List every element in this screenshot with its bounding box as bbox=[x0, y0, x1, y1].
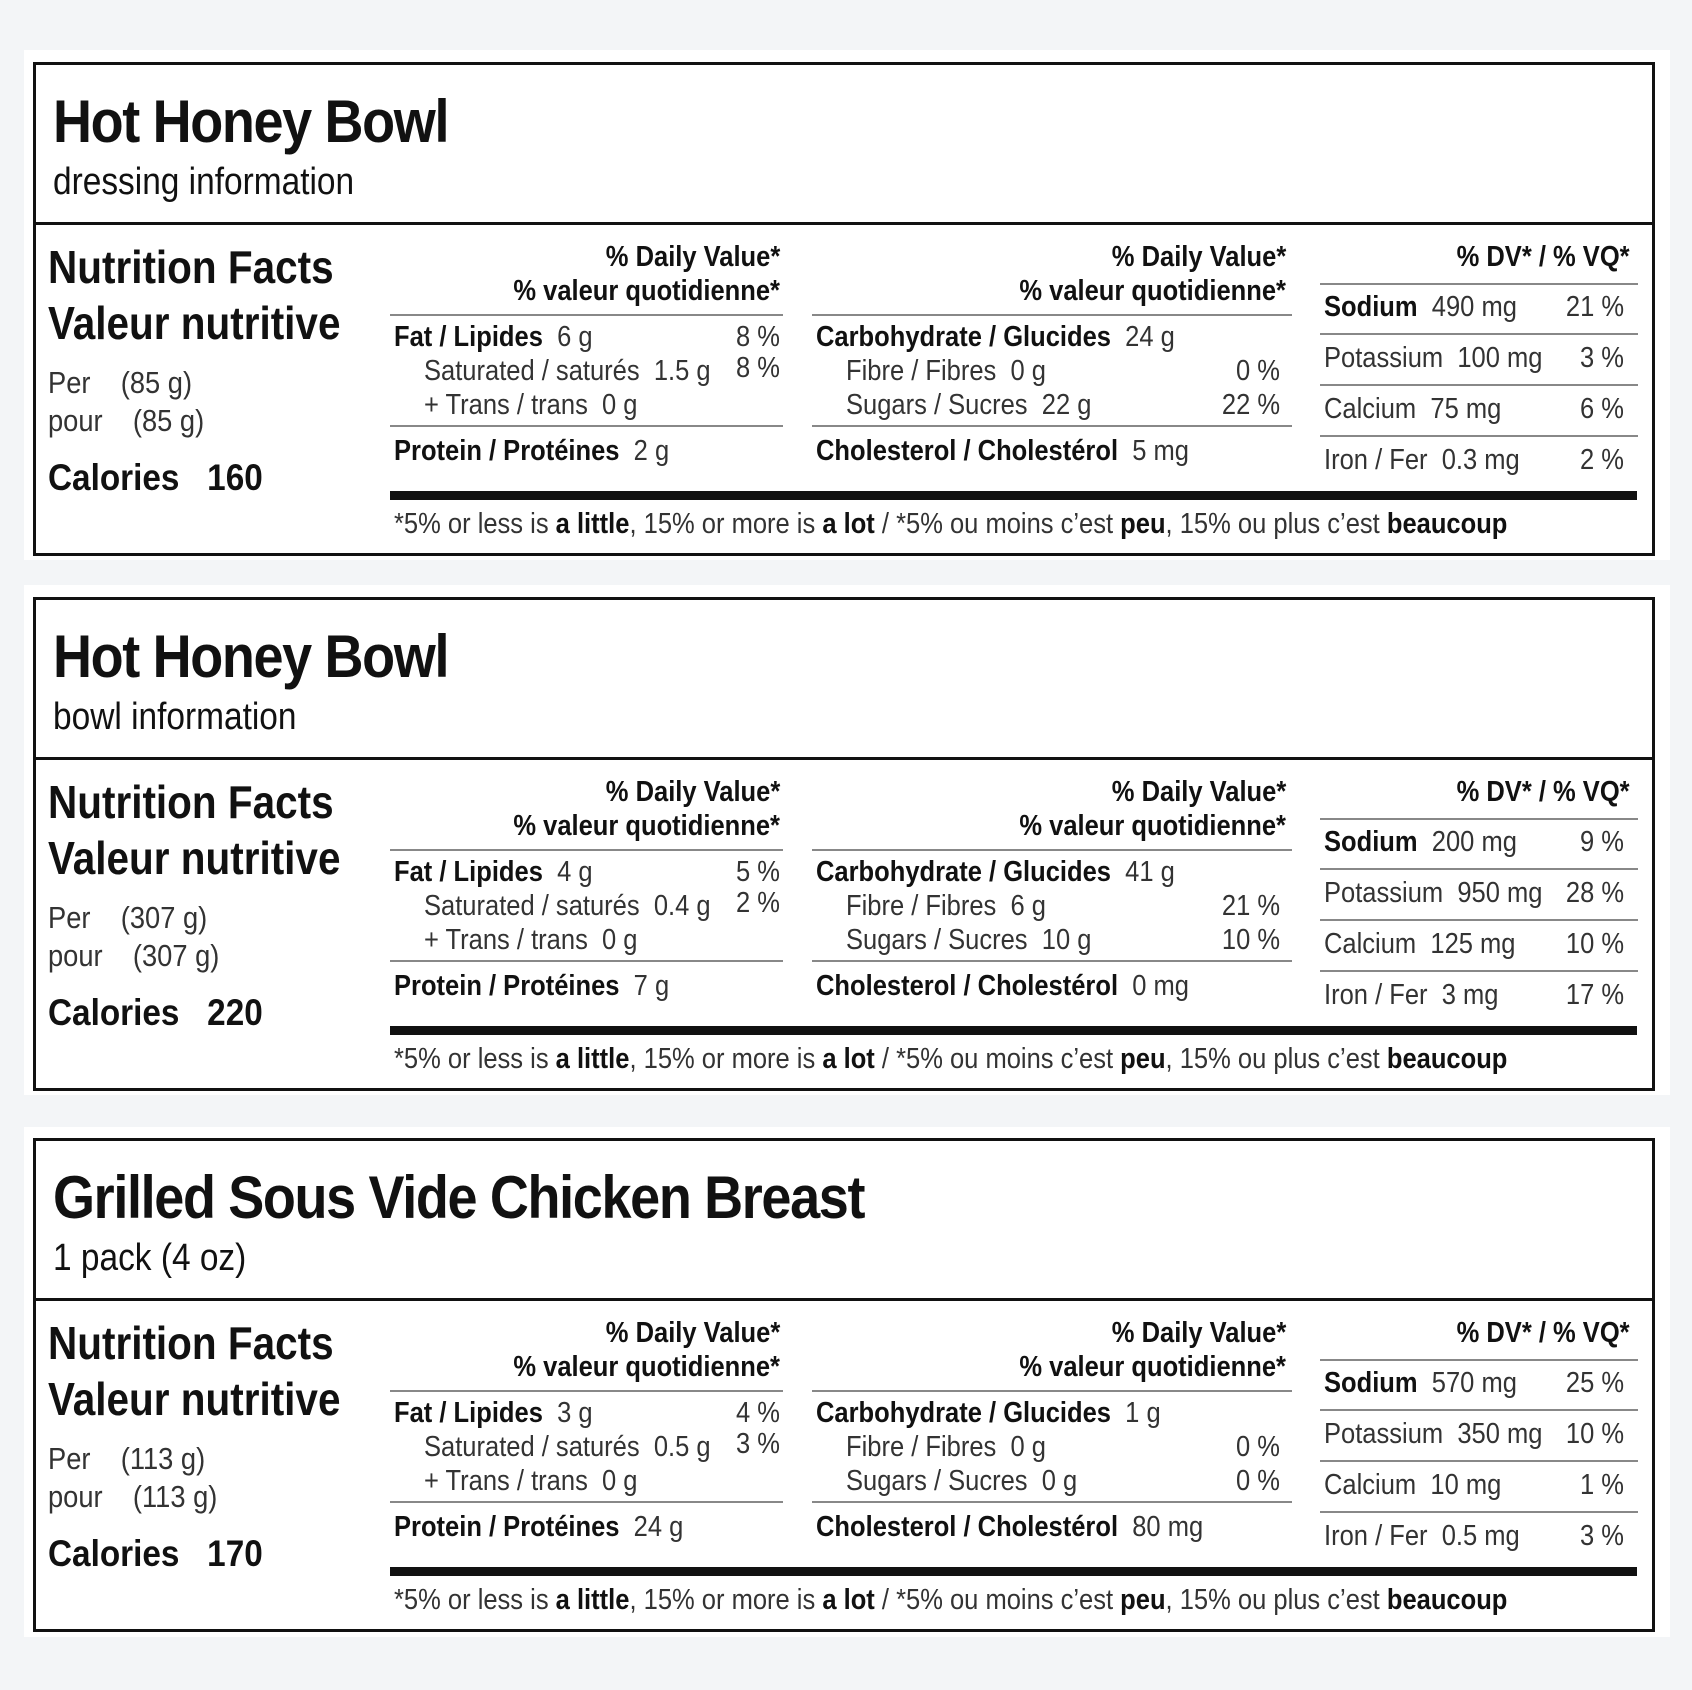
footer-rule bbox=[390, 491, 1637, 500]
sugars-dv: 0 % bbox=[1236, 1465, 1280, 1497]
calories-row bbox=[48, 457, 263, 499]
protein-label: Protein / Protéines bbox=[394, 970, 620, 1002]
calcium-row bbox=[1324, 1469, 1501, 1502]
divider bbox=[1320, 1409, 1638, 1411]
divider bbox=[1320, 970, 1638, 972]
dv-header-short: % DV* / % VQ* bbox=[1456, 1317, 1630, 1349]
protein-label: Protein / Protéines bbox=[394, 1511, 620, 1543]
potassium-dv: 28 % bbox=[1565, 877, 1624, 909]
potassium-row bbox=[1324, 1418, 1542, 1451]
divider bbox=[812, 960, 1292, 962]
label-header bbox=[36, 600, 1652, 760]
sat-label: Saturated / saturés bbox=[424, 355, 640, 387]
sugars-value: 0 g bbox=[1041, 1465, 1078, 1497]
nutrition-label-3 bbox=[33, 1138, 1655, 1632]
serving-fr bbox=[48, 1479, 217, 1515]
divider bbox=[812, 1501, 1292, 1503]
potassium-label: Potassium bbox=[1324, 877, 1444, 909]
nf-english: Nutrition Facts bbox=[48, 1317, 334, 1369]
footer-rule bbox=[390, 1567, 1637, 1576]
carb-label: Carbohydrate / Glucides bbox=[816, 856, 1111, 888]
sugars-row bbox=[846, 1465, 1077, 1498]
footnote bbox=[394, 1584, 1507, 1617]
potassium-value: 100 mg bbox=[1457, 342, 1543, 374]
fibre-label: Fibre / Fibres bbox=[846, 355, 997, 387]
label-header bbox=[36, 1141, 1652, 1301]
footnote-bold: a lot bbox=[822, 1584, 875, 1616]
sodium-value: 200 mg bbox=[1431, 826, 1517, 858]
calories-value: 160 bbox=[207, 457, 263, 498]
trans-row bbox=[424, 1465, 638, 1498]
fibre-row bbox=[846, 1431, 1046, 1464]
sat-dv: 2 % bbox=[736, 887, 780, 919]
dv-header-fr-2: % valeur quotidienne* bbox=[1019, 1351, 1286, 1383]
dv-header-fr-2: % valeur quotidienne* bbox=[1019, 810, 1286, 842]
carb-label: Carbohydrate / Glucides bbox=[816, 1397, 1111, 1429]
footnote-bold: a little bbox=[555, 1043, 630, 1075]
dv-header-en-1: % Daily Value* bbox=[605, 241, 780, 273]
calories-label: Calories bbox=[48, 992, 180, 1033]
sodium-dv: 9 % bbox=[1580, 826, 1624, 858]
dv-header-en-1: % Daily Value* bbox=[605, 776, 780, 808]
potassium-label: Potassium bbox=[1324, 1418, 1444, 1450]
iron-value: 0.3 mg bbox=[1441, 444, 1520, 476]
fibre-value: 0 g bbox=[1010, 1431, 1047, 1463]
iron-value: 3 mg bbox=[1441, 979, 1499, 1011]
calcium-value: 75 mg bbox=[1430, 393, 1502, 425]
calcium-label: Calcium bbox=[1324, 1469, 1417, 1501]
footnote-bold: peu bbox=[1120, 508, 1166, 540]
dv-header-en-1: % Daily Value* bbox=[605, 1317, 780, 1349]
serving-fr bbox=[48, 403, 204, 439]
nutrition-facts-heading bbox=[48, 774, 340, 886]
fibre-row bbox=[846, 355, 1046, 388]
divider bbox=[1320, 333, 1638, 335]
chol-label: Cholesterol / Cholestérol bbox=[816, 435, 1119, 467]
protein-row bbox=[394, 435, 669, 468]
sat-value: 0.4 g bbox=[653, 890, 711, 922]
potassium-dv: 3 % bbox=[1580, 342, 1624, 374]
nf-french: Valeur nutritive bbox=[48, 832, 341, 884]
potassium-row bbox=[1324, 342, 1542, 375]
footnote-bold: beaucoup bbox=[1386, 508, 1508, 540]
calcium-row bbox=[1324, 393, 1501, 426]
dv-header-fr-1: % valeur quotidienne* bbox=[513, 810, 780, 842]
divider bbox=[1320, 868, 1638, 870]
footnote-bold: a lot bbox=[822, 1043, 875, 1075]
divider bbox=[1320, 1460, 1638, 1462]
potassium-row bbox=[1324, 877, 1542, 910]
footnote-bold: a lot bbox=[822, 508, 875, 540]
footnote-bold: peu bbox=[1120, 1043, 1166, 1075]
pour-label: pour bbox=[48, 1479, 103, 1514]
pour-label: pour bbox=[48, 938, 103, 973]
label-body bbox=[36, 225, 1652, 553]
sugars-row bbox=[846, 924, 1091, 957]
sodium-dv: 25 % bbox=[1565, 1367, 1624, 1399]
footnote-part: *5% or less is bbox=[394, 1043, 556, 1075]
divider bbox=[390, 960, 783, 962]
divider bbox=[390, 849, 783, 851]
trans-value: 0 g bbox=[602, 389, 638, 421]
dv-header-short: % DV* / % VQ* bbox=[1456, 776, 1630, 808]
calcium-row bbox=[1324, 928, 1515, 961]
protein-value: 2 g bbox=[633, 435, 670, 467]
sat-value: 1.5 g bbox=[653, 355, 711, 387]
footnote-part: / *5% ou moins c’est bbox=[874, 1043, 1121, 1075]
serving-en bbox=[48, 1441, 205, 1477]
sodium-value: 490 mg bbox=[1431, 291, 1517, 323]
serving-size-fr: (85 g) bbox=[132, 403, 205, 438]
sat-label: Saturated / saturés bbox=[424, 1431, 640, 1463]
footnote-part: / *5% ou moins c’est bbox=[874, 508, 1121, 540]
fat-value: 4 g bbox=[557, 856, 593, 888]
sugars-value: 22 g bbox=[1041, 389, 1092, 421]
trans-value: 0 g bbox=[602, 924, 638, 956]
carb-row bbox=[816, 321, 1175, 354]
chol-label: Cholesterol / Cholestérol bbox=[816, 1511, 1119, 1543]
footnote bbox=[394, 508, 1507, 541]
serving-fr bbox=[48, 938, 219, 974]
label-body bbox=[36, 1301, 1652, 1629]
per-label: Per bbox=[48, 1441, 91, 1476]
carb-value: 41 g bbox=[1125, 856, 1175, 888]
footnote-bold: a little bbox=[555, 508, 630, 540]
sugars-row bbox=[846, 389, 1091, 422]
sodium-value: 570 mg bbox=[1431, 1367, 1517, 1399]
fat-row bbox=[394, 1397, 593, 1430]
footnote-part: , 15% or more is bbox=[629, 1043, 823, 1075]
sugars-value: 10 g bbox=[1041, 924, 1092, 956]
sat-row bbox=[424, 890, 711, 923]
iron-dv: 2 % bbox=[1580, 444, 1624, 476]
fat-label: Fat / Lipides bbox=[394, 1397, 543, 1429]
chol-row bbox=[816, 970, 1189, 1003]
calories-value: 220 bbox=[207, 992, 263, 1033]
nf-english: Nutrition Facts bbox=[48, 241, 334, 293]
divider bbox=[812, 1390, 1292, 1392]
sat-dv: 3 % bbox=[736, 1428, 780, 1460]
serving-size: (113 g) bbox=[120, 1441, 206, 1476]
trans-row bbox=[424, 389, 638, 422]
footnote-part: , 15% ou plus c’est bbox=[1165, 508, 1387, 540]
trans-value: 0 g bbox=[602, 1465, 638, 1497]
per-label: Per bbox=[48, 365, 91, 400]
fat-dv: 5 % bbox=[736, 856, 780, 888]
calories-value: 170 bbox=[207, 1533, 263, 1574]
serving-en bbox=[48, 365, 192, 401]
potassium-value: 950 mg bbox=[1457, 877, 1543, 909]
sugars-label: Sugars / Sucres bbox=[846, 924, 1028, 956]
product-subtitle: dressing information bbox=[53, 161, 355, 203]
divider bbox=[1320, 1359, 1638, 1361]
calcium-dv: 6 % bbox=[1580, 393, 1624, 425]
fibre-row bbox=[846, 890, 1046, 923]
sat-row bbox=[424, 1431, 711, 1464]
chol-label: Cholesterol / Cholestérol bbox=[816, 970, 1119, 1002]
calories-label: Calories bbox=[48, 1533, 180, 1574]
iron-value: 0.5 mg bbox=[1441, 1520, 1520, 1552]
pour-label: pour bbox=[48, 403, 103, 438]
footnote-part: , 15% ou plus c’est bbox=[1165, 1043, 1387, 1075]
divider bbox=[812, 314, 1292, 316]
divider bbox=[1320, 818, 1638, 820]
fibre-value: 6 g bbox=[1010, 890, 1047, 922]
sugars-dv: 10 % bbox=[1221, 924, 1280, 956]
sat-dv: 8 % bbox=[736, 352, 780, 384]
calories-row bbox=[48, 1533, 263, 1575]
divider bbox=[390, 425, 783, 427]
sugars-label: Sugars / Sucres bbox=[846, 1465, 1028, 1497]
fat-label: Fat / Lipides bbox=[394, 856, 543, 888]
protein-row bbox=[394, 1511, 683, 1544]
dv-header-fr-1: % valeur quotidienne* bbox=[513, 1351, 780, 1383]
nutrition-facts-heading bbox=[48, 239, 340, 351]
iron-dv: 3 % bbox=[1580, 1520, 1624, 1552]
divider bbox=[390, 1390, 783, 1392]
protein-value: 24 g bbox=[633, 1511, 684, 1543]
fat-dv: 8 % bbox=[736, 321, 780, 353]
iron-row bbox=[1324, 444, 1520, 477]
potassium-label: Potassium bbox=[1324, 342, 1444, 374]
product-subtitle: 1 pack (4 oz) bbox=[53, 1237, 247, 1279]
product-title: Hot Honey Bowl bbox=[53, 88, 449, 155]
nutrition-label-1 bbox=[33, 62, 1655, 556]
serving-size-fr: (113 g) bbox=[132, 1479, 218, 1514]
footer-rule bbox=[390, 1026, 1637, 1035]
fibre-dv: 0 % bbox=[1236, 1431, 1280, 1463]
potassium-value: 350 mg bbox=[1457, 1418, 1543, 1450]
calcium-dv: 10 % bbox=[1565, 928, 1624, 960]
nf-french: Valeur nutritive bbox=[48, 1373, 341, 1425]
divider bbox=[1320, 919, 1638, 921]
carb-value: 1 g bbox=[1125, 1397, 1161, 1429]
dv-header-fr-1: % valeur quotidienne* bbox=[513, 275, 780, 307]
serving-size-fr: (307 g) bbox=[132, 938, 220, 973]
fibre-dv: 0 % bbox=[1236, 355, 1280, 387]
dv-header-fr-2: % valeur quotidienne* bbox=[1019, 275, 1286, 307]
trans-label: + Trans / trans bbox=[424, 389, 588, 421]
fat-row bbox=[394, 856, 593, 889]
footnote-part: , 15% ou plus c’est bbox=[1165, 1584, 1387, 1616]
sodium-label: Sodium bbox=[1324, 1367, 1418, 1399]
sugars-dv: 22 % bbox=[1221, 389, 1280, 421]
footnote-part: *5% or less is bbox=[394, 508, 556, 540]
sodium-label: Sodium bbox=[1324, 826, 1418, 858]
footnote-part: *5% or less is bbox=[394, 1584, 556, 1616]
carb-value: 24 g bbox=[1125, 321, 1175, 353]
iron-label: Iron / Fer bbox=[1324, 979, 1428, 1011]
iron-label: Iron / Fer bbox=[1324, 1520, 1428, 1552]
fat-label: Fat / Lipides bbox=[394, 321, 543, 353]
calcium-label: Calcium bbox=[1324, 393, 1417, 425]
chol-row bbox=[816, 1511, 1203, 1544]
carb-row bbox=[816, 1397, 1161, 1430]
divider bbox=[812, 425, 1292, 427]
divider bbox=[812, 849, 1292, 851]
protein-value: 7 g bbox=[633, 970, 670, 1002]
sodium-row bbox=[1324, 1367, 1517, 1400]
chol-value: 5 mg bbox=[1132, 435, 1189, 467]
protein-label: Protein / Protéines bbox=[394, 435, 620, 467]
sodium-row bbox=[1324, 826, 1517, 859]
label-header bbox=[36, 65, 1652, 225]
divider bbox=[390, 1501, 783, 1503]
footnote-part: , 15% or more is bbox=[629, 1584, 823, 1616]
serving-size: (85 g) bbox=[120, 365, 193, 400]
divider bbox=[1320, 283, 1638, 285]
fat-value: 3 g bbox=[557, 1397, 593, 1429]
dv-header-en-2: % Daily Value* bbox=[1111, 776, 1286, 808]
product-title: Grilled Sous Vide Chicken Breast bbox=[53, 1164, 865, 1231]
nf-english: Nutrition Facts bbox=[48, 776, 334, 828]
serving-en bbox=[48, 900, 207, 936]
sat-value: 0.5 g bbox=[653, 1431, 711, 1463]
footnote-part: , 15% or more is bbox=[629, 508, 823, 540]
footnote-bold: beaucoup bbox=[1386, 1043, 1508, 1075]
label-body bbox=[36, 760, 1652, 1088]
nutrition-facts-heading bbox=[48, 1315, 340, 1427]
fibre-dv: 21 % bbox=[1221, 890, 1280, 922]
serving-size: (307 g) bbox=[120, 900, 208, 935]
sodium-dv: 21 % bbox=[1565, 291, 1624, 323]
footnote-bold: a little bbox=[555, 1584, 630, 1616]
chol-row bbox=[816, 435, 1189, 468]
dv-header-en-2: % Daily Value* bbox=[1111, 1317, 1286, 1349]
iron-row bbox=[1324, 979, 1498, 1012]
trans-label: + Trans / trans bbox=[424, 924, 588, 956]
potassium-dv: 10 % bbox=[1565, 1418, 1624, 1450]
calories-label: Calories bbox=[48, 457, 180, 498]
fibre-label: Fibre / Fibres bbox=[846, 1431, 997, 1463]
divider bbox=[1320, 1511, 1638, 1513]
calcium-value: 10 mg bbox=[1430, 1469, 1502, 1501]
fat-value: 6 g bbox=[557, 321, 593, 353]
calories-row bbox=[48, 992, 263, 1034]
calcium-dv: 1 % bbox=[1580, 1469, 1624, 1501]
nutrition-label-2 bbox=[33, 597, 1655, 1091]
divider bbox=[390, 314, 783, 316]
sugars-label: Sugars / Sucres bbox=[846, 389, 1028, 421]
dv-header-en-2: % Daily Value* bbox=[1111, 241, 1286, 273]
fibre-label: Fibre / Fibres bbox=[846, 890, 997, 922]
product-subtitle: bowl information bbox=[53, 696, 297, 738]
fat-dv: 4 % bbox=[736, 1397, 780, 1429]
divider bbox=[1320, 384, 1638, 386]
fat-row bbox=[394, 321, 593, 354]
nf-french: Valeur nutritive bbox=[48, 297, 341, 349]
trans-label: + Trans / trans bbox=[424, 1465, 588, 1497]
footnote bbox=[394, 1043, 1507, 1076]
iron-dv: 17 % bbox=[1565, 979, 1624, 1011]
calcium-value: 125 mg bbox=[1430, 928, 1516, 960]
footnote-bold: beaucoup bbox=[1386, 1584, 1508, 1616]
iron-row bbox=[1324, 1520, 1520, 1553]
sat-label: Saturated / saturés bbox=[424, 890, 640, 922]
dv-header-short: % DV* / % VQ* bbox=[1456, 241, 1630, 273]
carb-label: Carbohydrate / Glucides bbox=[816, 321, 1111, 353]
sat-row bbox=[424, 355, 711, 388]
trans-row bbox=[424, 924, 638, 957]
carb-row bbox=[816, 856, 1175, 889]
per-label: Per bbox=[48, 900, 91, 935]
divider bbox=[1320, 435, 1638, 437]
product-title: Hot Honey Bowl bbox=[53, 623, 449, 690]
footnote-part: / *5% ou moins c’est bbox=[874, 1584, 1121, 1616]
fibre-value: 0 g bbox=[1010, 355, 1047, 387]
sodium-row bbox=[1324, 291, 1517, 324]
protein-row bbox=[394, 970, 669, 1003]
iron-label: Iron / Fer bbox=[1324, 444, 1428, 476]
calcium-label: Calcium bbox=[1324, 928, 1417, 960]
sodium-label: Sodium bbox=[1324, 291, 1418, 323]
chol-value: 0 mg bbox=[1132, 970, 1189, 1002]
chol-value: 80 mg bbox=[1132, 1511, 1204, 1543]
footnote-bold: peu bbox=[1120, 1584, 1166, 1616]
